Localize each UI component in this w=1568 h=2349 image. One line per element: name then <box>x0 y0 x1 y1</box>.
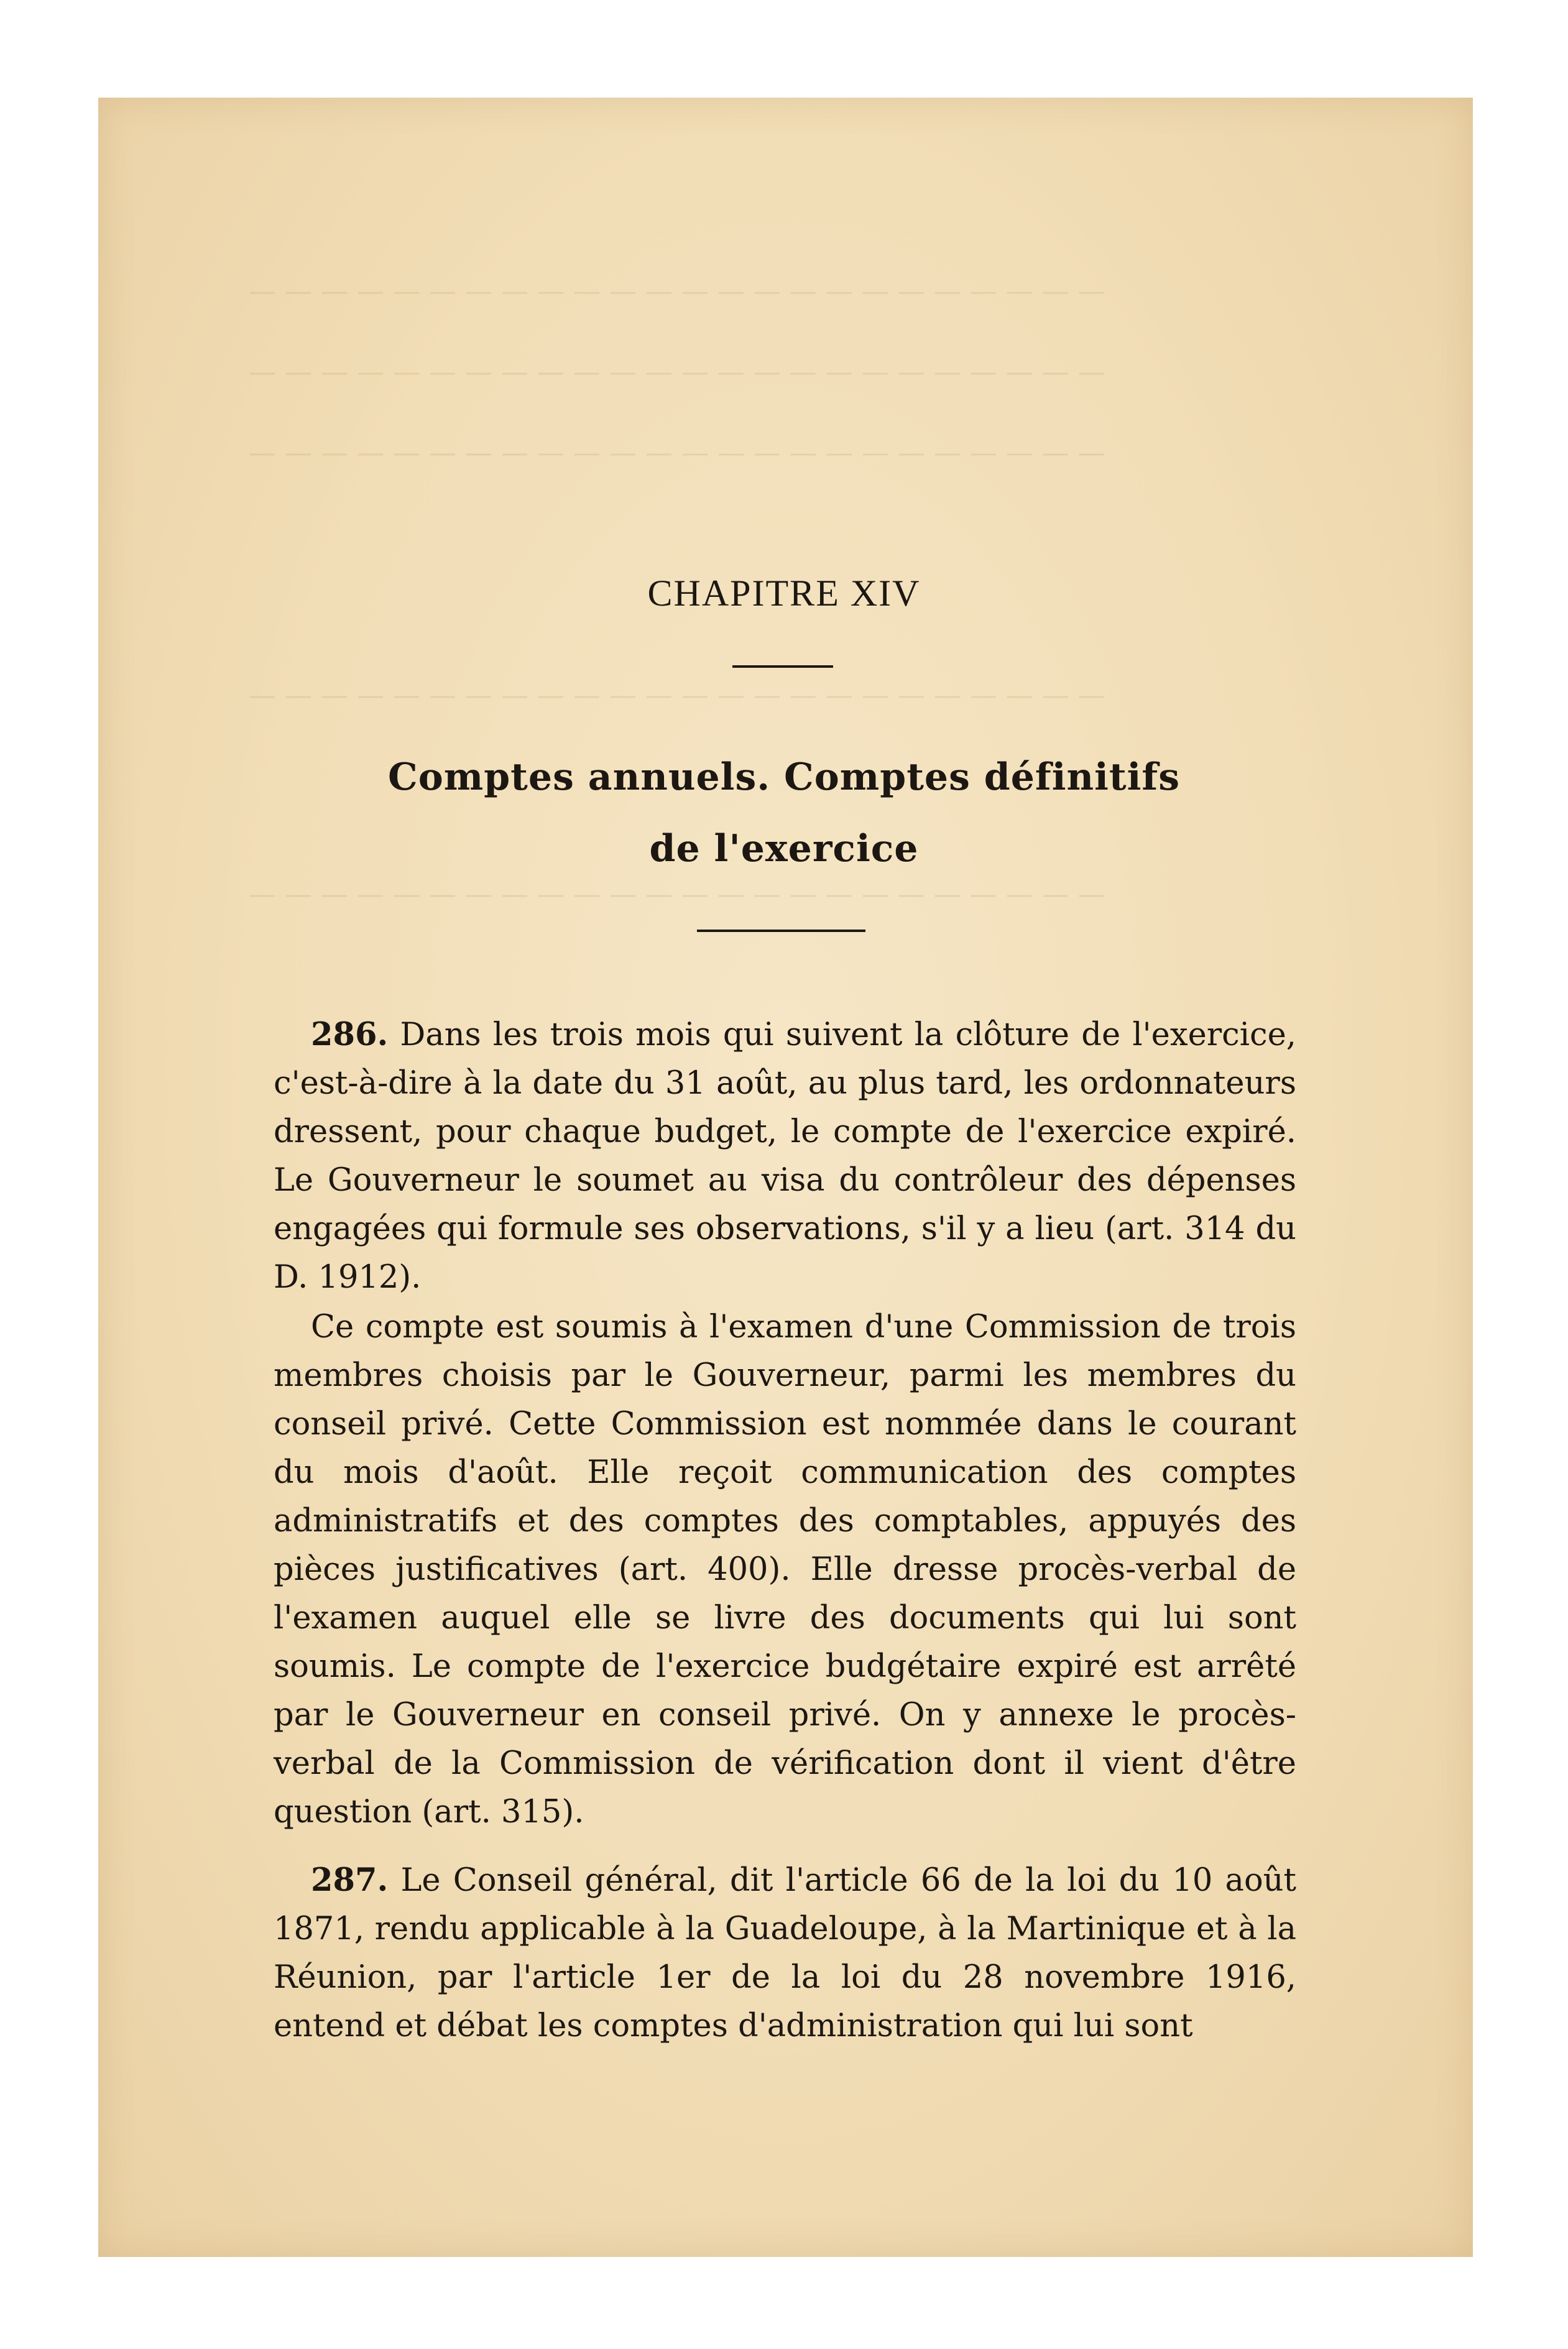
bleed-through-decoration: — — — — — — — — — — — — — — — — — — — — — — — — <box>249 356 1105 388</box>
separator-rule <box>697 930 865 932</box>
paragraph <box>274 1856 1296 2051</box>
paragraph <box>274 1303 1296 1837</box>
paragraph-number: 287. <box>311 1862 389 1899</box>
chapter-heading: CHAPITRE XIV <box>647 573 921 614</box>
bleed-through-decoration: — — — — — — — — — — — — — — — — — — — — — — — — <box>249 879 1105 910</box>
paragraph-number: 286. <box>311 1016 389 1053</box>
separator-rule <box>732 665 833 668</box>
paragraph-text: Le Conseil général, dit l'article 66 de la loi du 10 août 1871, rendu applicable à la Guadeloupe, à la Martinique et à la Réunion, par l'article 1er de la loi du 28 novembre 1916, entend et débat les comptes d'administration qui lui sont <box>274 1862 1296 2044</box>
bleed-through-decoration: — — — — — — — — — — — — — — — — — — — — — — — — <box>249 437 1105 469</box>
section-title: Comptes annuels. Comptes définitifs <box>387 755 1181 799</box>
paragraph <box>274 1010 1296 1302</box>
bleed-through-decoration: — — — — — — — — — — — — — — — — — — — — — — — — <box>249 680 1105 711</box>
section-subtitle: de l'exercice <box>649 827 919 870</box>
paragraph-text: Ce compte est soumis à l'examen d'une Commission de trois membres choisis par le Gouverneur, parmi les membres du conseil privé. Cette Commission est nommée dans le courant du mois d'août. Elle reçoit communication des comptes administratifs et des comptes des comptables, appuyés des pièces justificatives (art. 400). Elle dresse procès-verbal de l'examen auquel elle se livre des documents qui lui sont soumis. Le compte de l'exercice budgétaire expiré est arrêté par le Gouverneur en conseil privé. On y annexe le procès-verbal de la Commission de vérification dont il vient d'être question (art. 315). <box>274 1309 1296 1830</box>
paragraph-text: Dans les trois mois qui suivent la clôture de l'exercice, c'est-à-dire à la date du 31 août, au plus tard, les ordonnateurs dressent, pour chaque budget, le compte de l'exercice expiré. Le Gouverneur le soumet au visa du contrôleur des dépenses engagées qui formule ses observations, s'il y a lieu (art. 314 du D. 1912). <box>274 1017 1296 1296</box>
bleed-through-decoration: — — — — — — — — — — — — — — — — — — — — — — — — <box>249 275 1105 307</box>
